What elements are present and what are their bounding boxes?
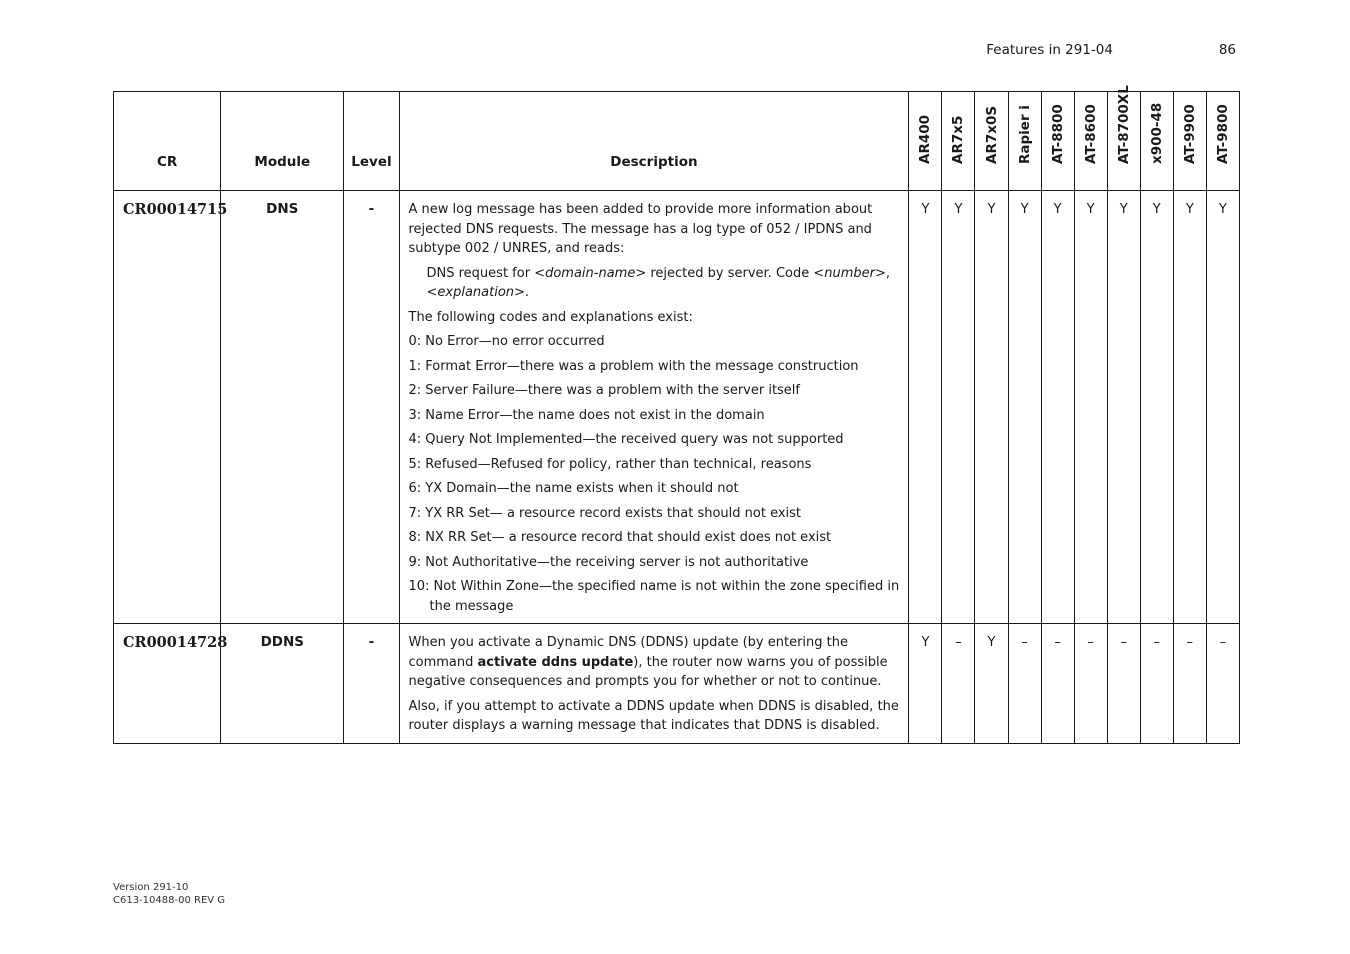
- code-item: 2: Server Failure—there was a problem with the server itself: [408, 383, 800, 398]
- flag-cell: Y: [975, 624, 1008, 744]
- header-product-at-8600: AT-8600: [1074, 92, 1107, 191]
- code-item: 4: Query Not Implemented—the received query was not supported: [408, 432, 844, 447]
- page-number: 86: [1218, 42, 1236, 58]
- flag-cell: –: [942, 624, 975, 744]
- header-module: Module: [221, 92, 344, 191]
- header-product-ar400: AR400: [909, 92, 942, 191]
- code-item: 0: No Error—no error occurred: [408, 334, 605, 349]
- header-title: Features in 291-04: [986, 42, 1113, 58]
- flag-cell: Y: [1008, 191, 1041, 624]
- code-item: 1: Format Error—there was a problem with the message construction: [408, 358, 859, 374]
- description-cell: [399, 624, 909, 744]
- flag-cell: –: [1008, 624, 1041, 744]
- header-product-rapier-i: Rapier i: [1008, 92, 1041, 191]
- description-paragraph: Also, if you attempt to activate a DDNS update when DDNS is disabled, the router displays a warning message that indicates that DDNS is disabled.: [408, 698, 899, 733]
- log-message-example: DNS request for <domain-name> rejected by server. Code <number>, <explanation>.: [426, 265, 891, 300]
- flag-cell: Y: [909, 191, 942, 624]
- table-row: [114, 191, 1240, 624]
- description-paragraph: When you activate a Dynamic DNS (DDNS) update (by entering the command activate ddns update), the router now warns you of possible negative consequences and prompts you for whether or not to continue.: [408, 635, 888, 689]
- header-description: Description: [399, 92, 909, 191]
- page-header: [0, 42, 1350, 60]
- level-cell: -: [344, 191, 399, 624]
- flag-cell: –: [1173, 624, 1206, 744]
- table-header-row: [114, 92, 1240, 191]
- header-product-at-8800: AT-8800: [1041, 92, 1074, 191]
- table-row: [114, 624, 1240, 744]
- code-item: 3: Name Error—the name does not exist in the domain: [408, 407, 765, 423]
- flag-cell: Y: [1041, 191, 1074, 624]
- level-cell: -: [344, 624, 399, 744]
- code-item: 5: Refused—Refused for policy, rather than technical, reasons: [408, 456, 812, 472]
- flag-cell: Y: [1140, 191, 1173, 624]
- description-cell: [399, 191, 909, 624]
- code-item: 8: NX RR Set— a resource record that should exist does not exist: [408, 530, 832, 545]
- description-paragraph: The following codes and explanations exist:: [408, 309, 693, 325]
- code-item: 7: YX RR Set— a resource record exists that should not exist: [408, 505, 802, 521]
- flag-cell: Y: [975, 191, 1008, 624]
- flag-cell: Y: [909, 624, 942, 744]
- flag-cell: Y: [942, 191, 975, 624]
- version-text: Version 291-10: [113, 882, 189, 893]
- code-item: 10: Not Within Zone—the specified name is not within the zone specified in the message: [408, 579, 900, 614]
- code-item: 6: YX Domain—the name exists when it should not: [408, 481, 739, 496]
- command-text: activate ddns update: [477, 654, 634, 670]
- page-footer: [113, 882, 225, 907]
- document-code: C613-10488-00 REV G: [113, 894, 226, 906]
- code-item: 9: Not Authoritative—the receiving server is not authoritative: [408, 554, 809, 570]
- flag-cell: –: [1206, 624, 1239, 744]
- flag-cell: –: [1140, 624, 1173, 744]
- flag-cell: –: [1074, 624, 1107, 744]
- flag-cell: Y: [1107, 191, 1140, 624]
- header-product-at-9800: AT-9800: [1206, 92, 1239, 191]
- cr-number: CR00014715: [114, 191, 221, 624]
- module-cell: DNS: [221, 191, 344, 624]
- flag-cell: –: [1041, 624, 1074, 744]
- cr-number: CR00014728: [114, 624, 221, 744]
- header-level: Level: [344, 92, 399, 191]
- header-cr: CR: [114, 92, 221, 191]
- header-product-x900-48: x900-48: [1140, 92, 1173, 191]
- flag-cell: –: [1107, 624, 1140, 744]
- header-product-ar7x0s: AR7x0S: [975, 92, 1008, 191]
- release-notes-table: [113, 85, 1240, 744]
- flag-cell: Y: [1206, 191, 1239, 624]
- flag-cell: Y: [1173, 191, 1206, 624]
- header-product-ar7x5: AR7x5: [942, 92, 975, 191]
- header-product-at-8700xl: AT-8700XL: [1107, 92, 1140, 191]
- flag-cell: Y: [1074, 191, 1107, 624]
- module-cell: DDNS: [221, 624, 344, 744]
- header-product-at-9900: AT-9900: [1173, 92, 1206, 191]
- description-paragraph: A new log message has been added to provide more information about rejected DNS requests. The message has a log type of 052 / IPDNS and subtype 002 / UNRES, and reads:: [408, 202, 873, 256]
